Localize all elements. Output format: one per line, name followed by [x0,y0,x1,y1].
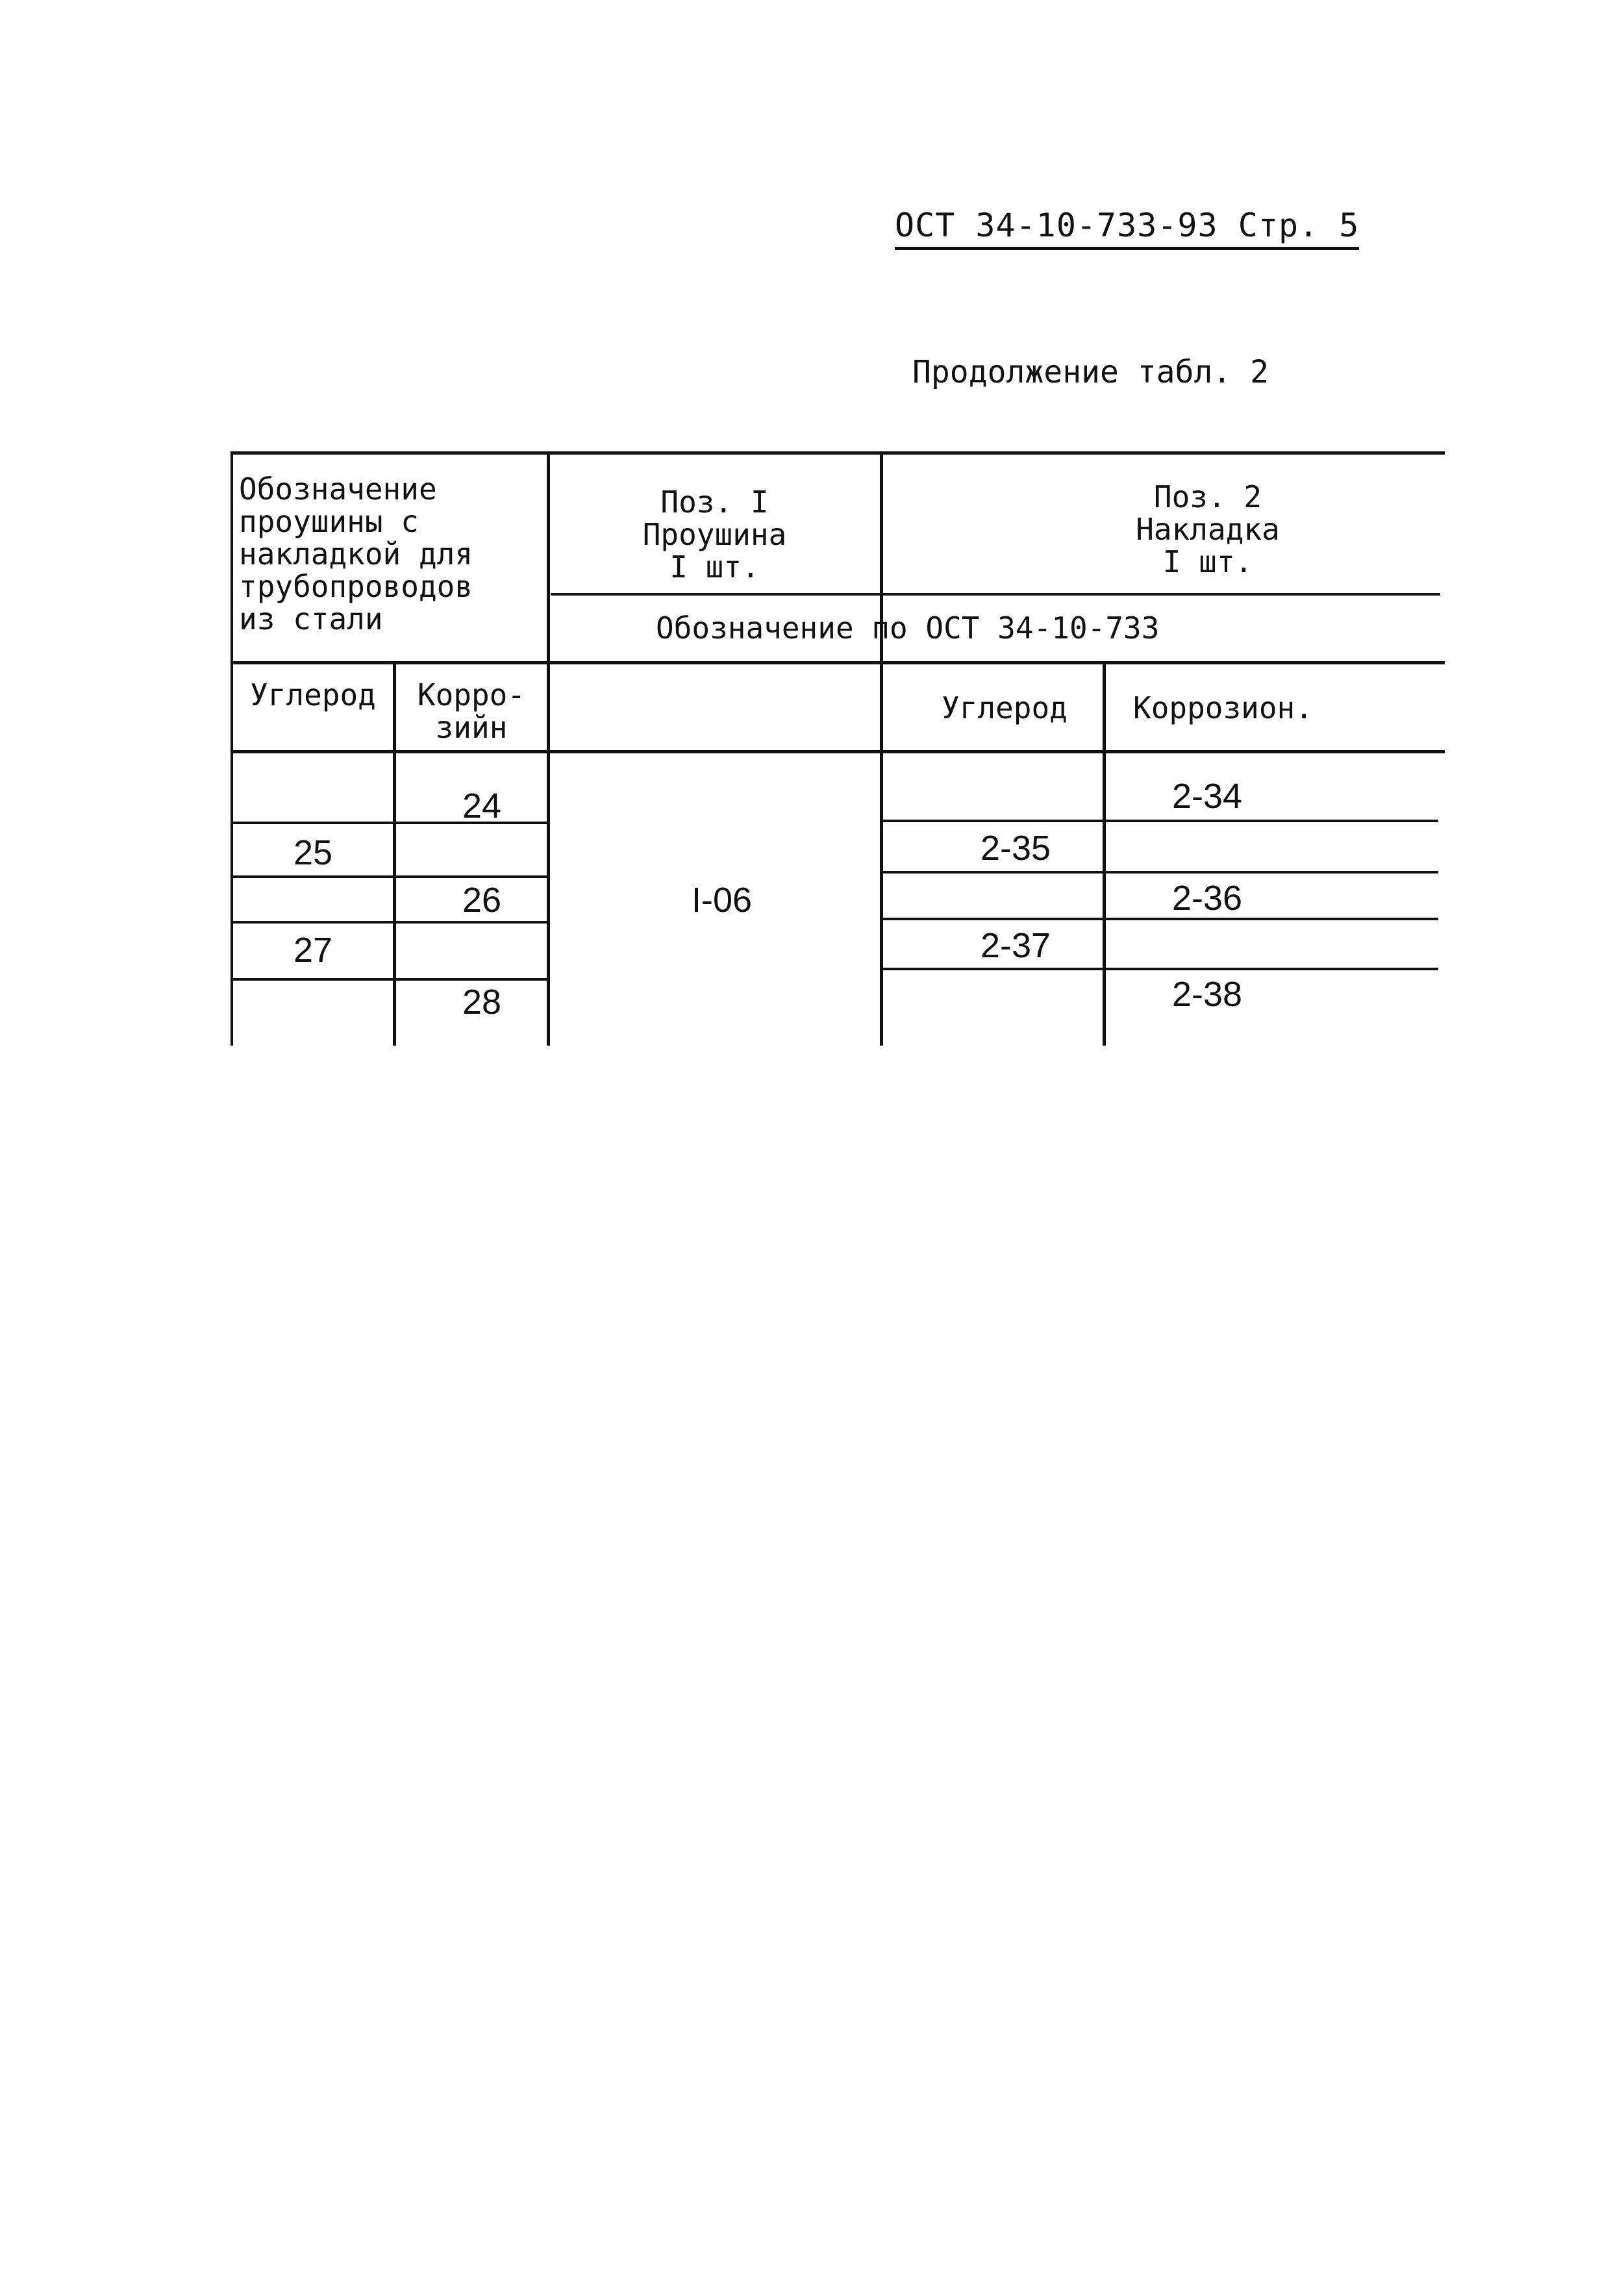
row-2-pos2-carbon: 2-35 [981,829,1051,868]
row-line [882,871,1438,874]
row-5-corrosion: 28 [462,983,502,1022]
row-5-pos2-corrosion: 2-38 [1172,975,1243,1014]
col1-header: Обозначение проушины с накладкой для трубопроводов из стали [239,471,473,636]
sub-carbon-header: Углерод [250,677,376,712]
table-caption: Продолжение табл. 2 [912,354,1269,390]
row-4-carbon: 27 [294,931,333,970]
pos-header-divider [551,593,1440,596]
col-divider-2 [547,451,550,1046]
col-divider-3 [880,451,883,1046]
subheader-bottom-border [231,750,1445,753]
table-top-border [231,451,1445,455]
row-1-pos2-corrosion: 2-34 [1172,777,1243,816]
sub-corrosion-header: Корро- зийн [417,677,526,745]
row-3-corrosion: 26 [462,881,502,920]
row-2-carbon: 25 [294,833,333,872]
col-divider-4 [1103,661,1106,1046]
row-3-pos2-corrosion: 2-36 [1172,879,1243,918]
pos1-value: I-06 [692,881,753,920]
row-line [231,875,549,878]
row-line [882,820,1438,822]
header-bottom-border [231,661,1445,664]
row-line [231,978,549,981]
row-1-corrosion: 24 [462,786,502,825]
row-line [882,918,1438,920]
col-divider-1 [393,661,396,1046]
pos2-header: Поз. 2 Накладка I шт. [1136,479,1280,579]
row-4-pos2-carbon: 2-37 [981,926,1051,965]
table-left-border [231,451,233,1046]
pos1-header: Поз. I Проушина I шт. [642,484,787,585]
designation-header: Обозначение по ОСТ 34-10-733 [656,610,1160,646]
row-line [882,968,1438,970]
row-line [231,921,549,924]
sub-corrosion-header-2: Коррозион. [1133,690,1313,725]
document-code: ОСТ 34-10-733-93 Стр. 5 [895,207,1359,250]
sub-carbon-header-2: Углерод [942,690,1068,725]
